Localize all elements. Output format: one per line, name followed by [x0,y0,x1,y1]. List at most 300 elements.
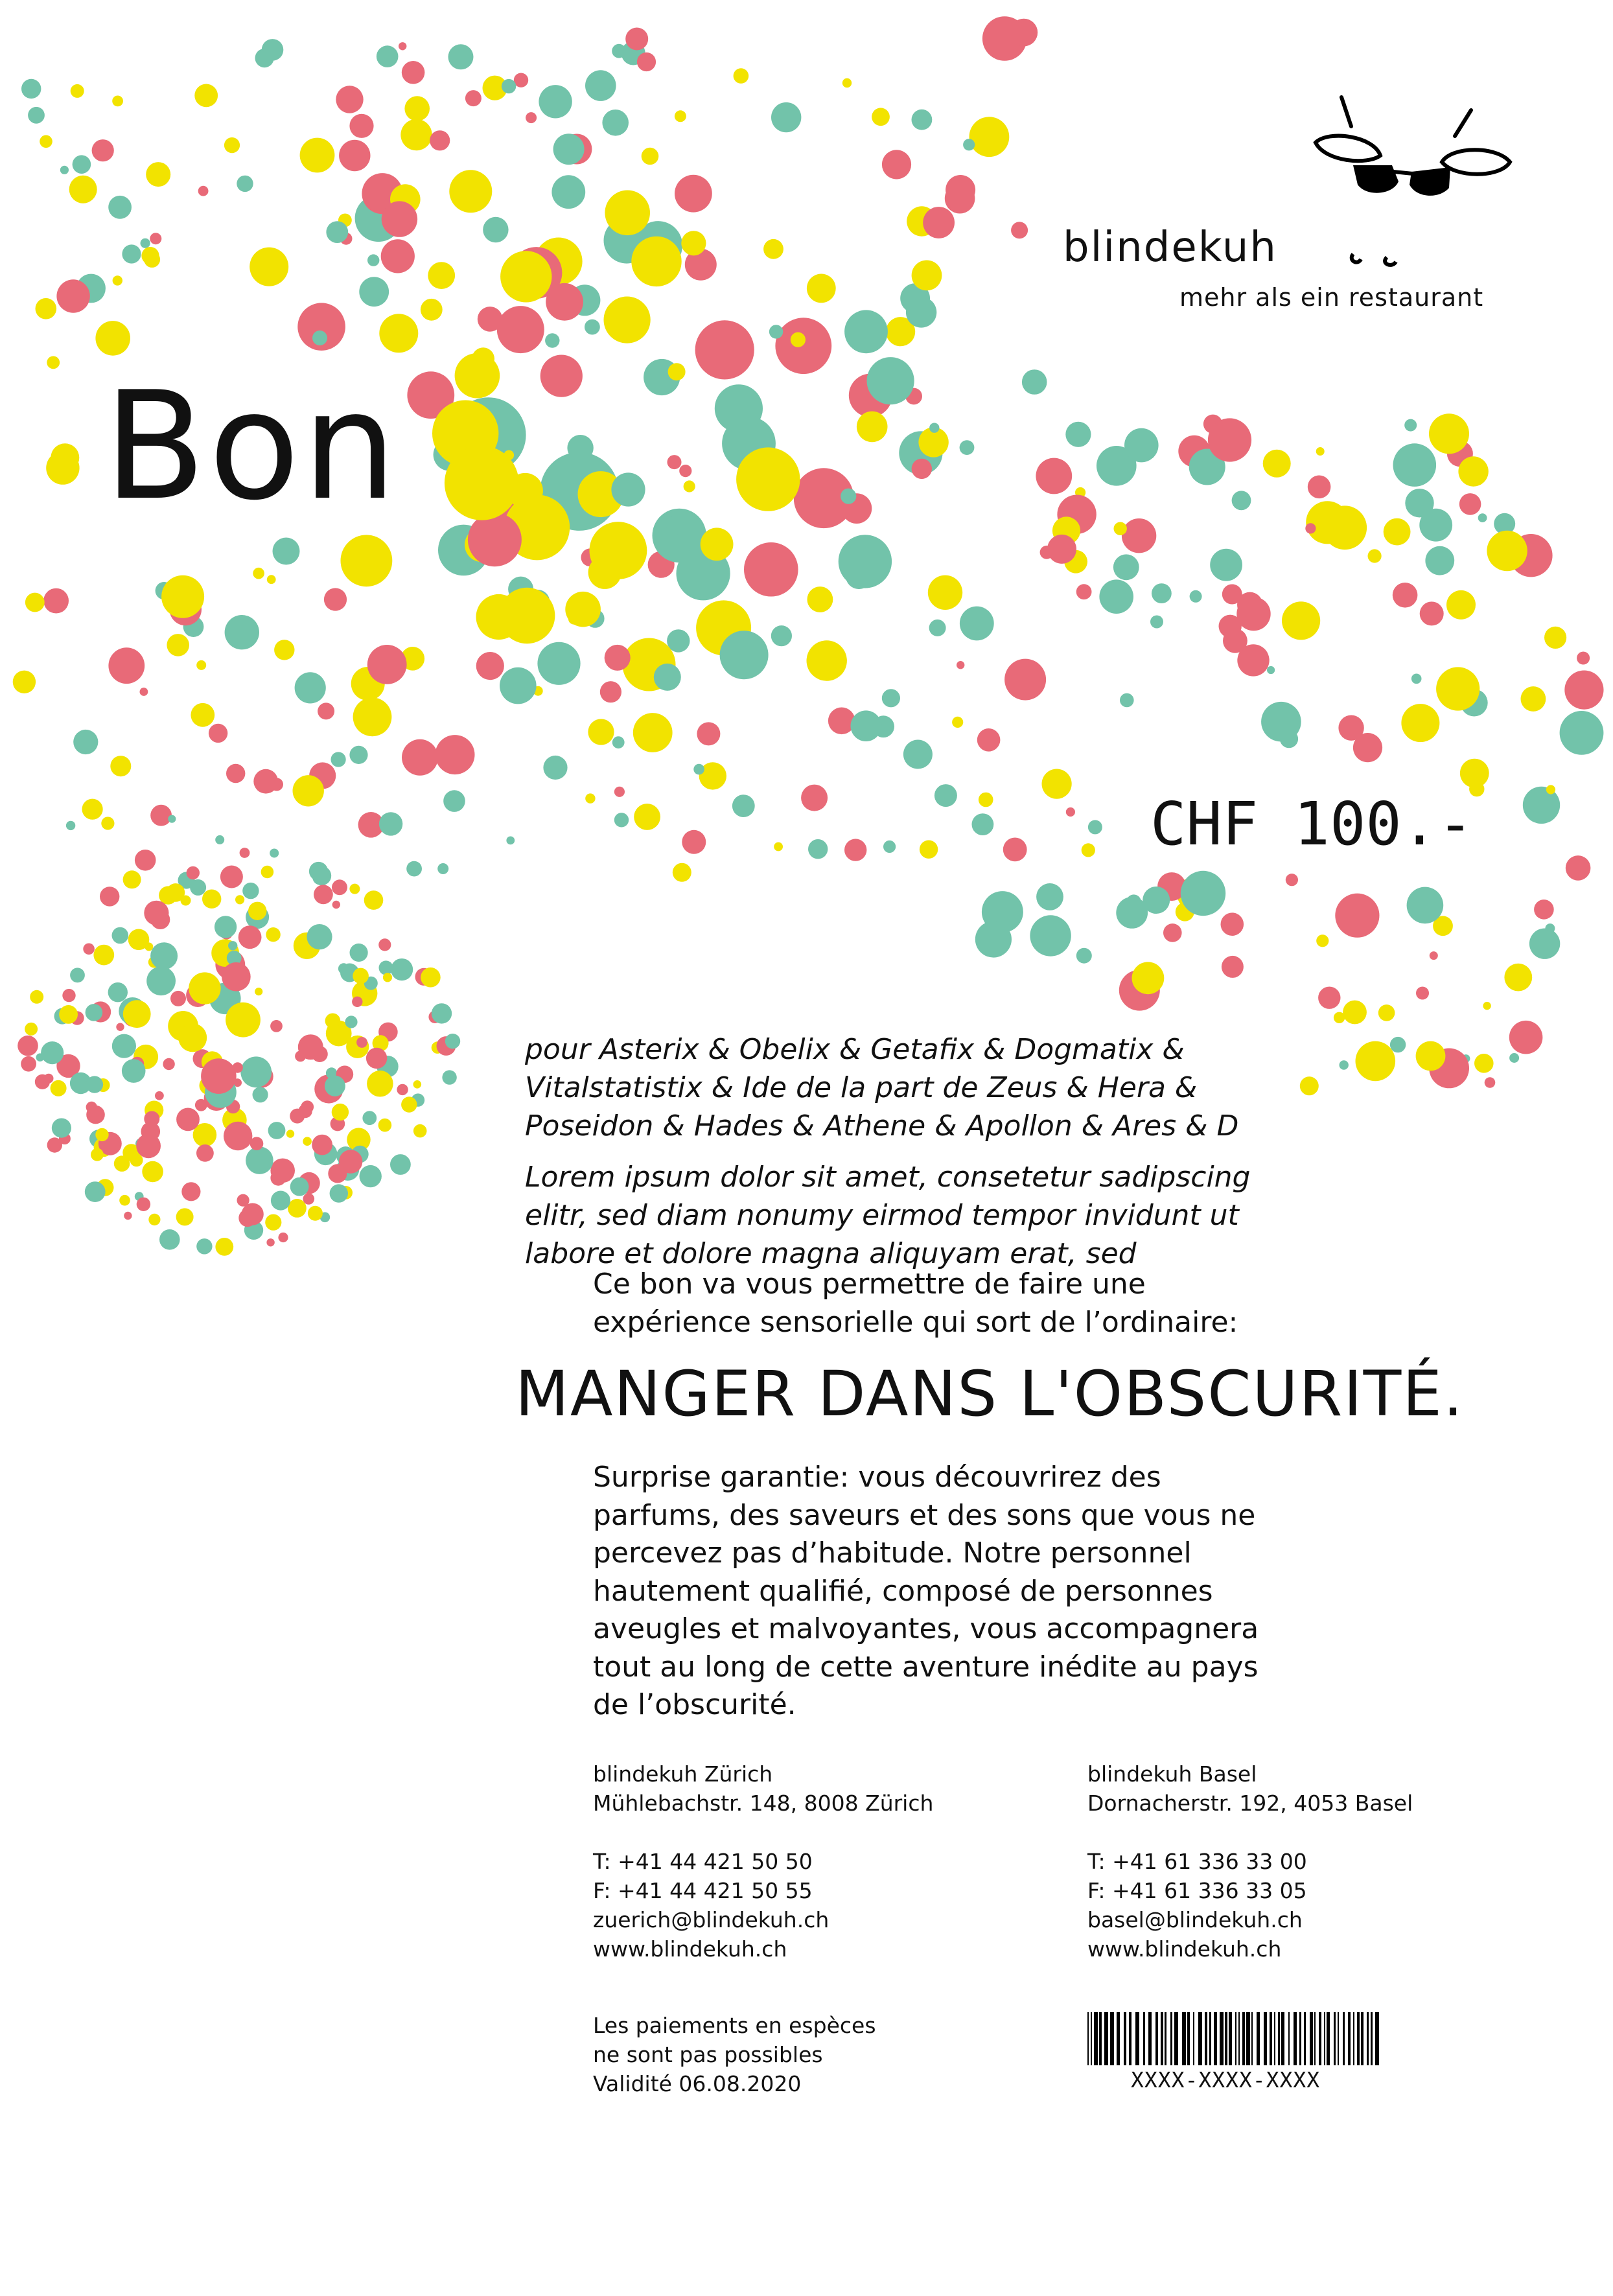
confetti-dot [1509,1053,1519,1063]
confetti-dot [963,139,975,150]
confetti-dot [476,652,504,680]
confetti-dot [270,849,279,858]
confetti-dot [432,1003,452,1023]
confetti-dot [100,887,119,906]
barcode-bar [1281,2012,1284,2065]
confetti-dot [130,1154,143,1166]
confetti-dot [1022,369,1047,395]
confetti-dot [625,28,648,51]
confetti-dot [839,535,892,588]
confetti-dot [1120,693,1134,708]
confetti-dot [82,799,103,820]
confetti-dot [413,1124,427,1138]
confetti-dot [286,1130,294,1137]
confetti-dot [326,221,348,243]
confetti-dot [851,710,882,741]
confetti-dot [1459,493,1481,515]
confetti-dot [404,96,430,121]
confetti-dot [500,251,551,302]
confetti-dot [945,183,975,214]
confetti-dot [209,724,227,743]
confetti-dot [697,722,720,745]
confetti-dot [181,1182,200,1201]
confetti-dot [359,277,389,307]
barcode-bar [1209,2012,1211,2065]
confetti-dot [336,86,363,113]
confetti-dot [141,238,150,248]
confetti-dot [1308,476,1331,499]
confetti-dot [123,870,141,888]
confetti-dot [69,176,97,203]
body-line: hautement qualifié, composé de personnes [593,1574,1213,1608]
confetti-dot [1411,674,1422,684]
body-line: percevez pas d’habitude. Notre personnel [593,1536,1192,1570]
confetti-dot [1114,522,1127,535]
confetti-dot [308,1206,323,1221]
confetti-dot [402,739,438,776]
confetti-dot [273,538,300,565]
confetti-dot [21,1056,36,1072]
barcode-bar [1294,2012,1297,2065]
confetti-dot [637,52,656,71]
confetti-dot [253,568,264,579]
confetti-dot [176,1108,200,1131]
confetti-dot [112,927,129,944]
barcode-bar [1371,2012,1373,2065]
recipient-text [525,1030,1238,1145]
barcode-bar [1353,2012,1354,2065]
confetti-dot [1010,19,1038,47]
confetti-dot [808,839,828,859]
confetti-dot [312,330,327,345]
confetti-dot [215,916,237,938]
confetti-dot [1152,583,1172,603]
barcode-bar [1319,2012,1321,2065]
barcode-bar [1135,2012,1139,2065]
confetti-dot [693,764,704,775]
confetti-dot [1485,1077,1496,1088]
confetti-dot [150,805,172,826]
confetti-dot [237,176,253,192]
confetti-dot [401,1096,417,1112]
confetti-dot [602,110,629,136]
confetti-dot [379,960,393,975]
confetti-dot [1393,443,1437,487]
confetti-dot [844,839,866,861]
confetti-dot [960,440,975,455]
confetti-dot [25,1023,38,1036]
confetti-dot [113,275,122,285]
confetti-dot [331,752,345,767]
barcode-bar [1214,2012,1217,2065]
confetti-dot [298,1034,323,1060]
confetti-dot [399,42,406,50]
confetti-dot [1181,871,1225,916]
barcode-bar [1117,2012,1120,2065]
confetti-dot [366,1048,387,1069]
confetti-dot [248,902,266,920]
confetti-dot [430,130,450,150]
confetti-dot [468,513,522,566]
confetti-dot [196,1144,214,1162]
confetti-dot [300,138,335,173]
confetti-dot [332,901,340,909]
barcode-bar [1348,2012,1351,2065]
confetti-dot [222,962,251,991]
confetti-dot [1237,592,1262,618]
confetti-dot [345,1015,357,1028]
barcode-bar [1334,2012,1336,2065]
confetti-dot [328,1164,347,1183]
confetti-dot [40,135,52,148]
confetti-dot [969,117,1010,157]
confetti-dot [545,333,559,347]
body-line: tout au long de cette aventure inédite au pays [593,1650,1259,1684]
confetti-dot [543,756,567,780]
confetti-dot [604,297,651,343]
confetti-dot [47,356,60,369]
confetti-dot [196,660,206,670]
body-line: aveugles et malvoyantes, vous accompagnera [593,1612,1259,1645]
confetti-dot [168,815,176,823]
confetti-dot [883,841,896,853]
confetti-dot [1384,518,1411,546]
barcode-bar [1174,2012,1178,2065]
barcode-bar [1229,2012,1232,2065]
confetti-dot [1223,629,1247,653]
confetti-dot [240,848,250,858]
eyes-icon [1341,235,1406,273]
confetti-dot [228,941,237,950]
confetti-dot [1222,956,1244,978]
confetti-dot [465,90,482,106]
barcode-bar [1193,2012,1194,2065]
confetti-dot [1416,987,1429,1000]
confetti-dot [1353,733,1382,762]
confetti-dot [1004,659,1046,701]
confetti-dot [736,447,800,511]
barcode-bar [1187,2012,1190,2065]
confetti-dot [303,1137,312,1146]
confetti-dot [421,968,441,988]
barcode-bar [1155,2012,1158,2065]
location-web: www.blindekuh.ch [593,1936,787,1962]
confetti-dot [934,784,957,807]
confetti-dot [144,1111,159,1127]
confetti-dot [828,708,855,735]
confetti-dot [1521,686,1546,712]
confetti-dot [428,262,455,289]
confetti-dot [170,991,186,1006]
confetti-dot [71,84,84,98]
confetti-dot [379,314,418,353]
confetti-dot [540,355,583,397]
confetti-dot [367,1071,393,1097]
brand-tagline: mehr als ein restaurant [1179,283,1484,312]
barcode-bar [1246,2012,1250,2065]
intro-line: expérience sensorielle qui sort de l’ordinaire: [593,1306,1238,1339]
barcode-bar [1357,2012,1360,2065]
confetti-dot [28,107,45,124]
description-text [593,1459,1259,1724]
confetti-dot [150,233,161,244]
confetti-dot [341,535,393,586]
confetti-dot [1030,915,1071,956]
confetti-dot [62,989,75,1002]
payment-note: ne sont pas possibles [593,2042,823,2067]
confetti-dot [1474,1054,1494,1073]
confetti-dot [1280,730,1298,748]
confetti-dot [95,1128,108,1141]
confetti-dot [92,139,114,161]
location-name: blindekuh Basel [1087,1761,1257,1787]
confetti-dot [844,310,888,353]
confetti-dot [162,888,172,898]
confetti-dot [1042,769,1072,799]
confetti-dot [668,363,686,380]
confetti-dot [253,1087,268,1102]
confetti-dot [526,112,537,123]
confetti-dot [249,248,288,286]
confetti-dot [116,1023,124,1031]
barcode-bar [1124,2012,1126,2065]
confetti-dot [201,1058,237,1094]
confetti-dot [255,988,262,995]
confetti-dot [266,1238,274,1246]
confetti-dot [352,997,362,1007]
confetti-dot [146,966,176,995]
confetti-dot [565,592,601,627]
confetti-dot [108,982,128,1002]
confetti-dot [590,522,647,579]
body-line: parfums, des saveurs et des sons que vous ne [593,1498,1256,1532]
confetti-dot [600,681,621,702]
confetti-dot [952,717,963,728]
confetti-dot [1407,887,1444,924]
confetti-dot [353,697,392,736]
confetti-dot [553,133,585,165]
confetti-dot [1390,1037,1406,1052]
confetti-dot [267,575,276,584]
confetti-dot [1560,711,1604,755]
confetti-dot [975,921,1012,957]
barcode-bar [1278,2012,1280,2065]
confetti-dot [972,813,994,835]
confetti-dot [148,1214,160,1225]
confetti-dot [290,1177,309,1196]
confetti-dot [159,1229,180,1250]
confetti-dot [255,49,274,67]
confetti-dot [364,890,384,910]
confetti-dot [614,787,625,797]
confetti-dot [1221,912,1244,936]
confetti-dot [46,451,79,484]
confetti-dot [181,896,191,906]
barcode-bar [1361,2012,1364,2065]
confetti-dot [666,516,685,535]
confetti-dot [52,1119,71,1138]
confetti-dot [240,1056,272,1087]
confetti-dot [288,1199,307,1218]
confetti-dot [261,866,274,879]
confetti-dot [1316,934,1329,947]
confetti-dot [379,812,402,835]
message-line: elitr, sed diam nonumy eirmod tempor invidunt ut [525,1199,1239,1232]
confetti-dot [923,207,955,238]
confetti-dot [567,435,593,461]
confetti-dot [196,1238,212,1254]
recipient-line: Vitalstatistix & Ide de la part de Zeus & Hera & [525,1071,1198,1104]
confetti-dot [1420,601,1444,625]
confetti-dot [841,489,856,504]
confetti-dot [1003,838,1027,862]
confetti-dot [215,1238,233,1256]
confetti-dot [349,746,367,764]
confetti-dot [1546,785,1555,794]
confetti-dot [734,68,749,84]
confetti-dot [86,1004,103,1021]
location-email: basel@blindekuh.ch [1087,1907,1303,1932]
confetti-dot [957,661,964,669]
confetti-dot [1150,616,1163,629]
confetti-dot [682,830,706,854]
confetti-dot [1263,450,1291,478]
confetti-dot [1340,1060,1349,1069]
confetti-dot [270,1159,295,1183]
confetti-dot [1419,509,1452,542]
barcode-bar [1182,2012,1186,2065]
confetti-dot [585,70,616,101]
headline: MANGER DANS L'OBSCURITÉ. [515,1358,1465,1430]
confetti-dot [86,1106,105,1124]
confetti-dot [1564,671,1603,710]
confetti-dot [1577,652,1590,665]
confetti-dot [771,102,801,132]
confetti-dot [349,884,360,894]
confetti-dot [642,148,659,165]
confetti-dot [191,703,215,727]
blindekuh-sunglasses-logo-icon [1303,91,1516,220]
confetti-dot [151,910,170,929]
confetti-dot [551,175,585,209]
confetti-dot [339,140,370,171]
confetti-dot [1343,1001,1367,1025]
location-phone: T: +41 44 421 50 50 [593,1849,813,1874]
confetti-dot [362,1111,377,1125]
payment-notes [593,2011,876,2098]
confetti-dot [83,944,95,955]
confetti-dot [500,667,537,704]
confetti-dot [1446,590,1476,620]
confetti-dot [91,1148,104,1161]
confetti-dot [178,1023,207,1052]
barcode-bar [1304,2012,1306,2065]
confetti-dot [679,465,691,477]
confetti-dot [314,885,333,904]
confetti-dot [1319,990,1331,1002]
confetti-dot [1036,883,1063,910]
confetti-dot [43,588,69,614]
confetti-dot [1208,418,1251,461]
confetti-dot [442,1070,456,1084]
confetti-dot [807,274,836,303]
confetti-dot [309,862,328,881]
confetti-dot [588,719,614,745]
confetti-dot [325,1076,345,1096]
confetti-dot [381,239,415,273]
confetti-dot [1124,428,1159,463]
confetti-dot [1566,855,1591,881]
payment-note: Les paiements en espèces [593,2013,876,2038]
confetti-dot [912,110,933,130]
confetti-dot [108,196,132,219]
barcode-bar [1367,2012,1369,2065]
confetti-dot [857,412,888,443]
confetti-dot [1076,584,1092,599]
confetti-dot [161,575,204,618]
confetti-dot [1210,549,1242,581]
confetti-dot [1088,820,1102,834]
confetti-dot [144,251,160,268]
recipient-line: pour Asterix & Obelix & Getafix & Dogmatix & [525,1033,1185,1066]
barcode-bar [1091,2012,1092,2065]
confetti-dot [1334,1012,1345,1023]
confetti-dot [110,756,131,776]
barcode-bar [1099,2012,1102,2065]
confetti-dot [293,775,324,806]
confetti-dot [238,925,262,949]
confetti-dot [119,1195,130,1206]
confetti-dot [695,320,754,379]
confetti-dot [13,671,36,693]
confetti-dot [332,1104,349,1120]
barcode-bar [1165,2012,1166,2065]
confetti-dot [226,764,245,783]
confetti-dot [295,672,326,703]
confetti-dot [1430,951,1438,960]
confetti-dot [1286,874,1298,886]
confetti-dot [1544,627,1566,649]
confetti-dot [478,307,503,332]
confetti-dot [928,575,962,610]
confetti-dot [1483,1002,1491,1010]
barcode-bar [1310,2012,1313,2065]
confetti-dot [122,244,141,263]
barcode-bar [1270,2012,1272,2065]
confetti-dot [537,642,580,685]
confetti-dot [146,162,170,187]
location-street: Mühlebachstr. 148, 8008 Zürich [593,1791,934,1816]
barcode-bar [1235,2012,1236,2065]
confetti-dot [56,279,89,312]
confetti-dot [402,61,425,84]
confetti-dot [36,298,57,319]
confetti-dot [44,1074,54,1084]
confetti-dot [114,1155,130,1172]
confetti-dot [929,620,946,636]
barcode-bar [1148,2012,1152,2065]
confetti-dot [1232,491,1251,510]
confetti-dot [605,645,631,671]
confetti-dot [332,879,347,895]
confetti-dot [367,645,407,684]
confetti-dot [101,817,114,829]
confetti-dot [1335,894,1379,938]
barcode-bar [1338,2012,1339,2065]
confetti-dot [1305,523,1316,533]
confetti-dot [539,85,572,118]
voucher-amount: CHF 100.- [1150,789,1474,859]
